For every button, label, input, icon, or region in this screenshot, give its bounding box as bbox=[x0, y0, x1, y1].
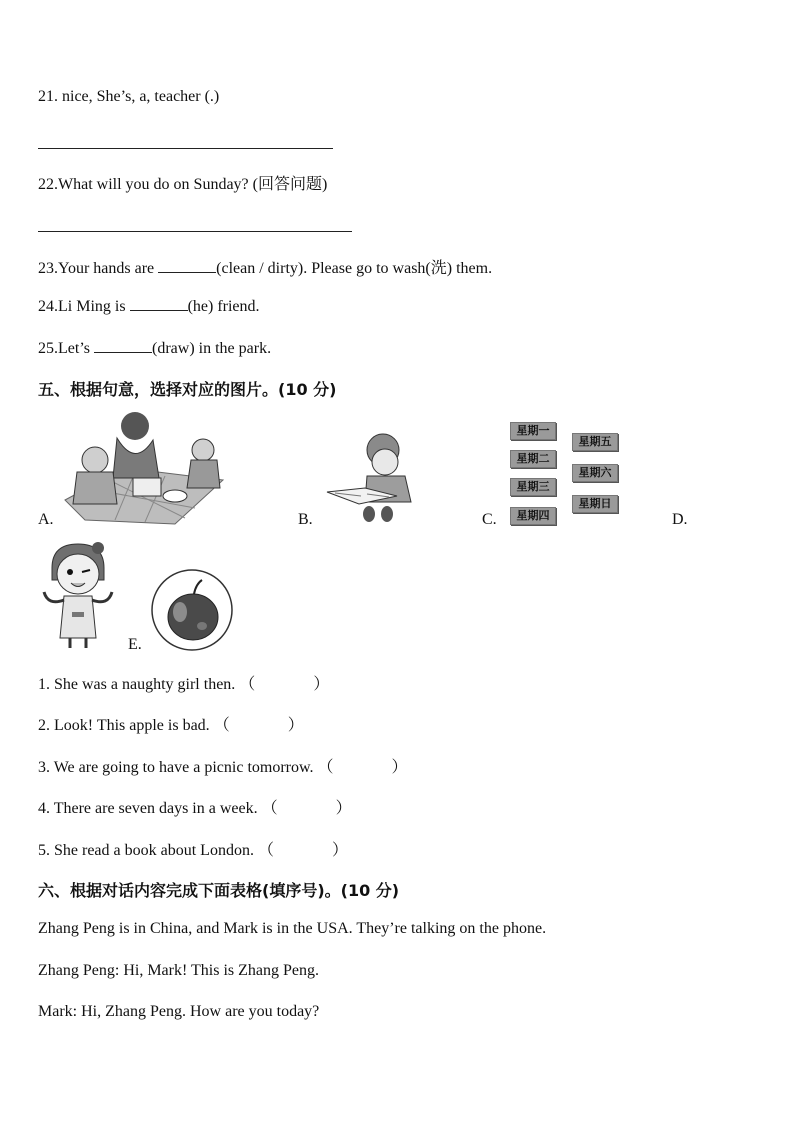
question-24: 24.Li Ming is (he) friend. bbox=[38, 298, 260, 315]
blank-25[interactable] bbox=[94, 338, 152, 353]
dialogue-line-1: Zhang Peng: Hi, Mark! This is Zhang Peng. bbox=[38, 962, 320, 979]
option-b-label: B. bbox=[298, 511, 313, 528]
matching-item-3: 3. We are going to have a picnic tomorrow. （ ） bbox=[38, 759, 408, 776]
blank-23[interactable] bbox=[158, 258, 216, 273]
matching-item-1: 1. She was a naughty girl then. （ ） bbox=[38, 676, 330, 693]
question-23: 23.Your hands are (clean / dirty). Please go to wash(洗) them. bbox=[38, 260, 493, 277]
matching-item-5: 5. She read a book about London. （ ） bbox=[38, 842, 348, 859]
dialogue-line-2: Mark: Hi, Zhang Peng. How are you today? bbox=[38, 1003, 320, 1020]
option-e-label: E. bbox=[128, 636, 142, 653]
day-card-mon: 星期一 bbox=[510, 422, 556, 440]
day-card-sun: 星期日 bbox=[572, 495, 618, 513]
boy-reading-picture bbox=[325, 430, 420, 525]
question-25: 25.Let’s (draw) in the park. bbox=[38, 340, 272, 357]
bad-apple-picture bbox=[150, 568, 234, 652]
day-card-thu: 星期四 bbox=[510, 507, 556, 525]
day-card-sat: 星期六 bbox=[572, 464, 618, 482]
matching-item-2: 2. Look! This apple is bad. （ ） bbox=[38, 717, 304, 734]
answer-line-22[interactable] bbox=[38, 231, 352, 232]
question-22: 22.What will you do on Sunday? (回答问题) bbox=[38, 176, 328, 193]
option-d-label: D. bbox=[672, 511, 688, 528]
option-a-label: A. bbox=[38, 511, 54, 528]
section-6-heading: 六、根据对话内容完成下面表格(填序号)。(10 分) bbox=[38, 881, 400, 900]
picnic-picture bbox=[55, 408, 227, 526]
day-card-tue: 星期二 bbox=[510, 450, 556, 468]
section-5-heading: 五、根据句意，选择对应的图片。(10 分) bbox=[38, 380, 337, 399]
answer-line-21[interactable] bbox=[38, 148, 333, 149]
dialogue-intro: Zhang Peng is in China, and Mark is in the USA. They’re talking on the phone. bbox=[38, 920, 547, 937]
question-21: 21. nice, She’s, a, teacher (.) bbox=[38, 88, 220, 105]
day-card-wed: 星期三 bbox=[510, 478, 556, 496]
option-c-label: C. bbox=[482, 511, 497, 528]
blank-24[interactable] bbox=[130, 296, 188, 311]
day-card-fri: 星期五 bbox=[572, 433, 618, 451]
naughty-girl-picture bbox=[38, 540, 118, 652]
weekdays-picture bbox=[510, 420, 622, 528]
matching-item-4: 4. There are seven days in a week. （ ） bbox=[38, 800, 352, 817]
